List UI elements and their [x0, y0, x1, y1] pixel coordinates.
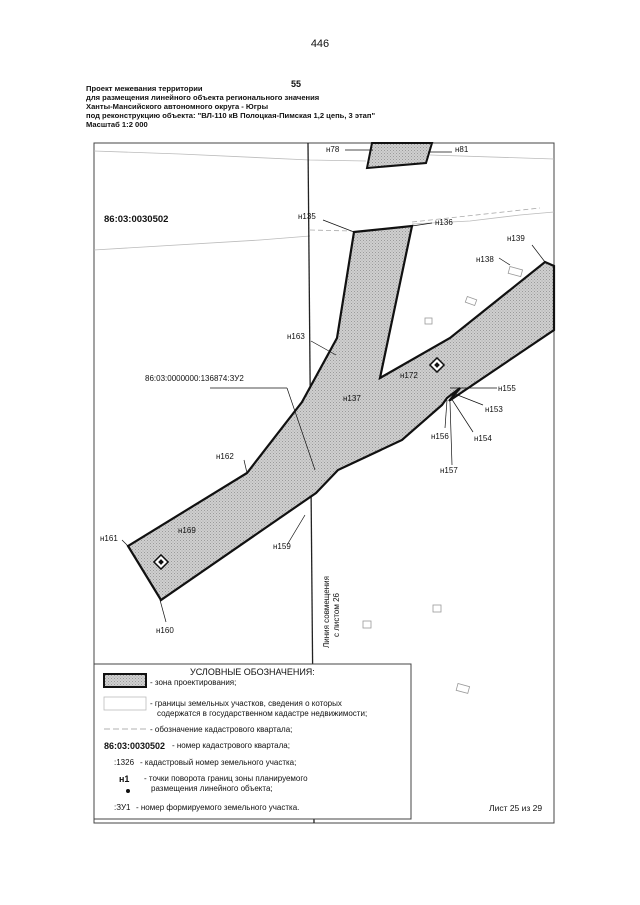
- header-line-2: для размещения линейного объекта регионального значения: [86, 93, 320, 102]
- parcel-label: 86:03:0000000:136874:ЗУ2: [145, 374, 244, 383]
- point-n157: н157: [440, 466, 458, 475]
- point-n160: н160: [156, 626, 174, 635]
- point-n139: н139: [507, 234, 525, 243]
- point-n156: н156: [431, 432, 449, 441]
- point-n135: н135: [298, 212, 316, 221]
- point-n172: н172: [400, 371, 418, 380]
- legend-quarter-boundary-text: - обозначение кадастрового квартала;: [150, 725, 293, 734]
- point-n81: н81: [455, 145, 469, 154]
- point-n163: н163: [287, 332, 305, 341]
- legend-zu-example: :ЗУ1: [114, 803, 131, 812]
- page-number: 446: [310, 38, 330, 50]
- point-n162: н162: [216, 452, 234, 461]
- sheet-number: 55: [291, 79, 302, 89]
- legend-parcel-number-text: - кадастровый номер земельного участка;: [140, 758, 297, 767]
- parcel-boundaries: [94, 151, 554, 250]
- legend-title: УСЛОВНЫЕ ОБОЗНАЧЕНИЯ:: [190, 667, 315, 677]
- legend-zone-swatch: [104, 674, 146, 687]
- point-n136: н136: [435, 218, 453, 227]
- legend-point-dot: [126, 789, 130, 793]
- legend-parcel-swatch: [104, 697, 146, 710]
- point-n155: н155: [498, 384, 516, 393]
- legend-point-text-1: - точки поворота границ зоны планируемого: [144, 774, 308, 783]
- legend-parcels-text-2: содержатся в государственном кадастре недвижимости;: [157, 709, 368, 718]
- point-n137: н137: [343, 394, 361, 403]
- point-n161: н161: [100, 534, 118, 543]
- overlap-line-label-2: с листом 26: [332, 592, 341, 637]
- point-n138: н138: [476, 255, 494, 264]
- header-line-4: под реконструкцию объекта: "ВЛ-110 кВ Полоцкая-Пимская 1,2 цепь, 3 этап": [86, 111, 376, 120]
- point-n78: н78: [326, 145, 340, 154]
- scale-label: Масштаб 1:2 000: [86, 120, 148, 129]
- point-n154: н154: [474, 434, 492, 443]
- point-n153: н153: [485, 405, 503, 414]
- quarter-number: 86:03:0030502: [104, 214, 169, 225]
- header-line-3: Ханты-Мансийского автономного округа - Югры: [86, 102, 269, 111]
- legend-point-text-2: размещения линейного объекта;: [151, 784, 273, 793]
- legend-parcels-text-1: - границы земельных участков, сведения о которых: [150, 699, 342, 708]
- overlap-line-label-1: Линия совмещения: [322, 576, 331, 648]
- legend-zone-text: - зона проектирования;: [150, 678, 237, 687]
- legend-parcel-example: :1326: [114, 758, 135, 767]
- quarter-boundary: [310, 208, 540, 231]
- header-line-1: Проект межевания территории: [86, 84, 203, 93]
- legend-point-example: н1: [119, 774, 130, 784]
- point-n169: н169: [178, 526, 196, 535]
- legend-quarter-number-text: - номер кадастрового квартала;: [172, 741, 290, 750]
- sheet-footer: Лист 25 из 29: [489, 803, 543, 813]
- legend-quarter-example: 86:03:0030502: [104, 741, 166, 751]
- legend-zu-text: - номер формируемого земельного участка.: [136, 803, 300, 812]
- point-n159: н159: [273, 542, 291, 551]
